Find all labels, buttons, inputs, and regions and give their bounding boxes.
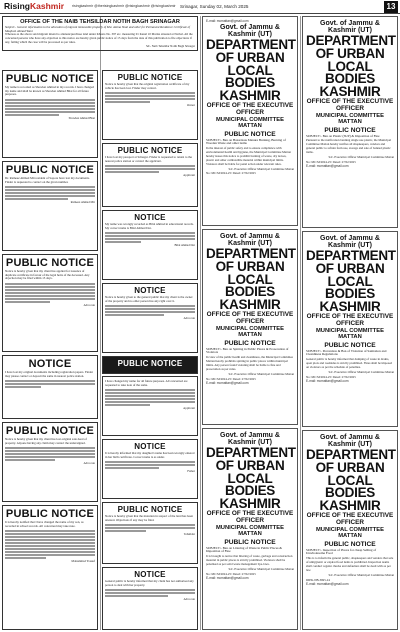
public-notice (2, 355, 98, 419)
notice-signature: Owner (186, 103, 195, 108)
ad-email: E-mail: mcmattan@gmail.com (206, 575, 249, 580)
notice-text: Dr. Rameez Ahmad Mir resident of Sopore have lost my documents. Finder is requested to contact on the given number. (5, 176, 90, 184)
ad-subject: SUBJECT:- Ban on Plastic (SUP) & Imposition of Fine (306, 133, 380, 138)
ad-signature: Sd/- Executive Officer Municipal Committee Mattan (228, 371, 294, 376)
notice-text: Notice is hereby given that my client has applied for issuance of duplicate certificate in favour of the legal heirs of the deceased. Any objection may be filed within 15 days. (5, 269, 90, 281)
notice-signature: Advocate (83, 303, 95, 307)
ad-office: OFFICE OF THE EXECUTIVE OFFICER (206, 510, 294, 524)
notice-signature: Bilal Ahmad Dar (174, 243, 195, 248)
ad-email: E-mail: mcmattan@gmail.com (206, 380, 249, 385)
public-notice (102, 70, 198, 140)
ad-heading: PUBLIC NOTICE (324, 540, 376, 548)
notice-signature: Applicant (183, 173, 195, 178)
ad-subject: SUBJECT:- Ban on Spitting in Public Places & Prosecution of Violators (206, 346, 289, 355)
notice-title: OFFICE OF THE NAIB TEHSILDAR NOTIH BAGH SRINAGAR (20, 19, 180, 25)
public-notice-banner (102, 356, 198, 374)
ad-subject: SUBJECT:- Prevention & Ban of Violation of Sanitation and Cleanliness Regulations (306, 348, 387, 357)
ad-reference: No: MC/M/2024-25/ Dated: 27/02/2025 (306, 374, 356, 379)
ad-email: E-mail: mcmattan@gmail.com (206, 19, 249, 23)
ad-committee: MUNICIPAL COMMITTEE MATTAN (315, 327, 385, 340)
column-rule (200, 16, 201, 630)
public-notice (2, 422, 98, 502)
page-number: 13 (384, 1, 398, 13)
notice-text: It is hereby notified that I have changed the name of my son, as recorded in school records. All concerned may take note. (5, 520, 84, 528)
ad-committee: MUNICIPAL COMMITTEE MATTAN (215, 524, 285, 537)
dateline: Srinagar, Sunday 02, March 2025 (180, 4, 249, 9)
notice-heading: PUBLIC NOTICE (117, 359, 183, 368)
ad-government: Govt. of Jammu & Kashmir (UT) (220, 24, 280, 38)
ad-department: DEPARTMENT OF URBAN LOCAL BODIES KASHMIR (306, 447, 396, 514)
municipal-ad (202, 229, 298, 425)
notice-text: Notice is hereby given that the original registration certificate of my vehicle has been lost. Finder may contact. (105, 82, 190, 90)
ad-signature: Sd/- Executive Officer Municipal Committee Mattan (328, 154, 394, 159)
notice-signature: Mohammad Yousuf (71, 559, 95, 564)
ad-heading: PUBLIC NOTICE (224, 538, 276, 546)
ad-office: OFFICE OF THE EXECUTIVE OFFICER (306, 512, 394, 526)
public-notice (102, 143, 198, 207)
public-notice (102, 439, 198, 499)
ad-reference: No: MC/M/2024-25/ Dated: 27/02/2025 (306, 159, 356, 164)
ad-heading: PUBLIC NOTICE (224, 130, 276, 138)
ad-government: Govt. of Jammu & Kashmir (UT) (320, 434, 380, 448)
municipal-ad (202, 428, 298, 630)
notice-subject: Subject:- General information to the allocation of migrant immovable property of Mst. Amina Shah and other for Permanent Residence Certificate of Maqbool Ahmad Wani (5, 25, 190, 33)
ad-email: E-mail: mcmattan@gmail.com (306, 163, 349, 168)
notice-text: It is hereby informed that my daughter's name has been wrongly entered in her birth certificate. Correct name is as under. (105, 451, 195, 459)
notice-heading: PUBLIC NOTICE (5, 425, 95, 437)
notice-heading: NOTICE (134, 442, 166, 451)
ad-body: This is to inform the general public, shopkeepers and vendors that sale of unhygienic or expired food items is prohibited. Inspection teams shall conduct regular checks and defaulters shall be dealt with as per law. (306, 556, 394, 572)
notice-signature: Advocate (83, 461, 95, 466)
ad-department: DEPARTMENT OF URBAN LOCAL BODIES KASHMIR (306, 33, 396, 100)
masthead (0, 0, 400, 14)
tahsildar-notice (2, 16, 198, 51)
ad-office: OFFICE OF THE EXECUTIVE OFFICER (206, 311, 294, 325)
ad-body: General public is hereby informed that dumping of waste in drains, open plots and roadsides is strictly prohibited. Fines shall be imposed on violators as per the schedule of penalties. (306, 357, 393, 370)
public-notice (102, 567, 198, 630)
ad-signature: Sd/- Executive Officer Municipal Committee Mattan (228, 166, 294, 171)
public-notice (2, 505, 98, 630)
ad-reference: DIPK-NB-3695-24 (306, 577, 330, 582)
ad-body: Pursuant to the notification banning single use plastic, the Municipal Committee Mattan hereby notifies all shopkeepers, vendors and general public to refrain from use, storage and sale of banned plastic items. (306, 138, 392, 155)
ad-government: Govt. of Jammu & Kashmir (UT) (220, 432, 280, 446)
ad-department: DEPARTMENT OF URBAN LOCAL BODIES KASHMIR (206, 445, 296, 512)
notice-signature: Father (187, 469, 195, 474)
ad-office: OFFICE OF THE EXECUTIVE OFFICER (306, 98, 394, 112)
notice-signature: Showkat Ahmad Bhat (68, 116, 95, 121)
notice-signature: Advocate (183, 316, 195, 321)
notice-heading: PUBLIC NOTICE (117, 73, 183, 82)
ad-committee: MUNICIPAL COMMITTEE MATTAN (315, 112, 385, 125)
notice-signature: Sd/- Naib Tehsildar Notih Bagh Srinagar (146, 43, 195, 48)
notice-signature: Applicant (183, 406, 195, 411)
notice-heading: NOTICE (134, 570, 166, 579)
public-notice-body (102, 376, 198, 436)
ad-government: Govt. of Jammu & Kashmir (UT) (320, 20, 380, 34)
ad-body: It is brought to notice that littering of waste, garbage and construction material in public places is strictly prohibited. Violators shall be penalised as per solid waste management bye-laws. (206, 554, 293, 567)
notice-heading: PUBLIC NOTICE (117, 146, 183, 155)
newspaper-logo: RisingKashmir (4, 1, 64, 11)
municipal-ad (302, 430, 398, 630)
public-notice (102, 210, 198, 280)
ad-committee: MUNICIPAL COMMITTEE MATTAN (215, 325, 285, 338)
notice-heading: NOTICE (134, 213, 166, 222)
notice-text: Notice is hereby given that my client has lost original sale deed of property. Anyone having any claim may contact the undersigned. (5, 437, 87, 445)
ad-subject: SUBJECT:- Ban on Hazardous Manure Burning, Burning of Wooden Waste and other items (206, 137, 286, 146)
notice-heading: PUBLIC NOTICE (5, 508, 95, 520)
ad-subject: SUBJECT:- Ban on Littering of Waste in Public Places & Imposition of Fine (206, 545, 282, 554)
ad-heading: PUBLIC NOTICE (324, 126, 376, 134)
notice-signature: Advocate (183, 597, 195, 602)
ad-committee: MUNICIPAL COMMITTEE MATTAN (315, 526, 385, 539)
ad-signature: Sd/- Executive Officer Municipal Committee Mattan (328, 572, 394, 577)
notice-text: My name was wrongly recorded as Bilal Ahmad in educational records. My correct name is Bilal Ahmad Dar. (105, 222, 194, 230)
social-handles: risingkashmir @therisingkashmir @risingkashmir @risingkashmir (72, 4, 176, 8)
notice-heading: NOTICE (134, 286, 166, 295)
ad-email: E-mail: mcmattan@gmail.com (306, 378, 349, 383)
notice-heading: PUBLIC NOTICE (5, 164, 95, 176)
public-notice (102, 502, 198, 564)
ad-department: DEPARTMENT OF URBAN LOCAL BODIES KASHMIR (206, 246, 296, 313)
ad-body: In view of the public health and cleanliness, the Municipal Committee Mattan hereby prohibits spitting in public places within municipal limits. Any person found violating shall be liable to fine and prosecution as per rules. (206, 355, 294, 371)
ad-reference: No: MC/M/2024-25/ Dated: 27/02/2025 (206, 376, 256, 381)
ad-body: In the interest of public safety and to ensure compliance with environmental health and hygiene, the Municipal Committee Mattan hereby issues this notice to prohibit burning of waste, dry leaves, plastic and other combustible material within municipal limits. Violators shall be liable for penal action under relevant rules. (206, 146, 291, 166)
municipal-ad (302, 231, 398, 427)
ad-heading: PUBLIC NOTICE (224, 339, 276, 347)
column-rule (300, 16, 301, 630)
notice-heading: PUBLIC NOTICE (5, 73, 95, 85)
notice-heading: NOTICE (28, 358, 72, 370)
ad-heading: PUBLIC NOTICE (324, 341, 376, 349)
ad-signature: Sd/- Executive Officer Municipal Committee Mattan (228, 566, 294, 571)
public-notice (102, 283, 198, 353)
notice-text: Notice is hereby given that the mutation in respect of the land has been attested. Objections if any may be filed. (105, 514, 193, 522)
ad-email: E-mail: mcmattan@gmail.com (306, 581, 349, 586)
ad-reference: No: MC/M/2024-25/ Dated: 27/02/2025 (206, 171, 256, 176)
notice-heading: PUBLIC NOTICE (5, 257, 95, 269)
ad-committee: MUNICIPAL COMMITTEE MATTAN (215, 116, 285, 129)
ad-subject: SUBJECT:- Inspection of Places for cheap Selling of Unwholesome Food (306, 547, 377, 556)
notice-signature: Rameez Ahmad Mir (70, 200, 95, 205)
ad-signature: Sd/- Executive Officer Municipal Committee Mattan (328, 369, 394, 374)
notice-text: I have changed my name for all future purposes. All concerned are requested to take note of the same. (105, 379, 188, 387)
notice-body: Whereas as the above said migrant intend to alienate/purchase land under Khasra No. 397 etc. measuring 01 Kanal 10 Marlas situated at Narbal. All the concerned persons who have any objection to this notice are hereby given public notice of 15 days from the date of this publication to file objections if any, failing which the case will be processed as per rules. (5, 32, 193, 44)
ad-office: OFFICE OF THE EXECUTIVE OFFICER (206, 102, 294, 116)
notice-heading: PUBLIC NOTICE (117, 505, 183, 514)
public-notice (2, 161, 98, 251)
ad-department: DEPARTMENT OF URBAN LOCAL BODIES KASHMIR (206, 37, 296, 104)
notice-text: My name is recorded as Showkat Ahmad in my records. I have changed my name and shall be known as Showkat Ahmad Bhat for all future purposes. (5, 85, 94, 97)
public-notice (2, 70, 98, 158)
ad-department: DEPARTMENT OF URBAN LOCAL BODIES KASHMIR (306, 248, 396, 315)
ad-office: OFFICE OF THE EXECUTIVE OFFICER (306, 313, 394, 327)
municipal-ad (302, 16, 398, 228)
column-rule (100, 16, 101, 630)
ad-reference: No: MC/M/2024-25/ Dated: 27/02/2025 (206, 571, 256, 576)
public-notice (2, 254, 98, 352)
municipal-ad (202, 16, 298, 226)
notice-text: I have lost my original documents including registration papers. Finder may please contact or deposit the same in nearest police station. (5, 370, 93, 378)
ad-government: Govt. of Jammu & Kashmir (UT) (220, 233, 280, 247)
ad-government: Govt. of Jammu & Kashmir (UT) (320, 235, 380, 249)
notice-text: I have lost my passport at Srinagar. Finder is requested to return to the nearest police station or contact the applicant. (105, 155, 192, 163)
notice-text: General public is hereby informed that my client has not authorised any person to deal with her property. (105, 579, 194, 587)
notice-signature: Tehsildar (183, 532, 195, 537)
notice-text: Notice is hereby given to the general public that my client is the owner of the property and no other person has any right over it. (105, 295, 193, 303)
